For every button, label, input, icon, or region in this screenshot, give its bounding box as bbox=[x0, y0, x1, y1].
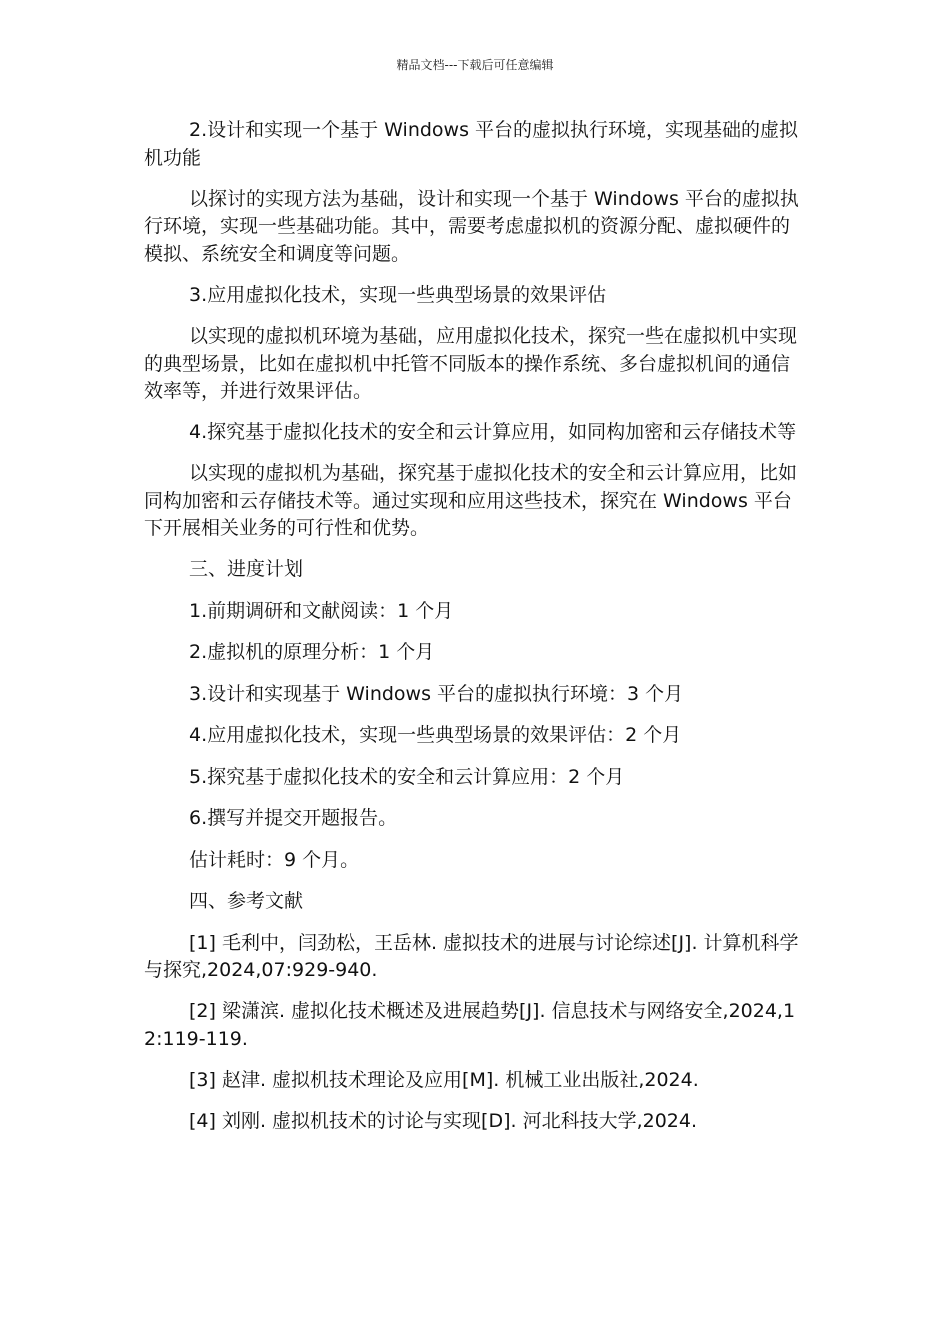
section-item-heading: 4.探究基于虚拟化技术的安全和云计算应用，如同构加密和云存储技术等 bbox=[189, 421, 797, 443]
body-paragraph: 以探讨的实现方法为基础，设计和实现一个基于 Windows 平台的虚拟执行环境，实现一些基础功能。其中，需要考虑虚拟机的资源分配、虚拟硬件的模拟、系统安全和调度等问题。 bbox=[144, 187, 799, 265]
document-body bbox=[144, 117, 804, 1150]
schedule-item: 5.探究基于虚拟化技术的安全和云计算应用：2 个月 bbox=[189, 765, 625, 788]
reference-item: [4] 刘刚. 虚拟机技术的讨论与实现[D]. 河北科技大学,2024. bbox=[189, 1110, 698, 1132]
schedule-item: 3.设计和实现基于 Windows 平台的虚拟执行环境：3 个月 bbox=[189, 682, 684, 705]
section-heading-references: 四、参考文献 bbox=[189, 890, 304, 912]
section-item-heading: 3.应用虚拟化技术，实现一些典型场景的效果评估 bbox=[189, 283, 607, 306]
schedule-item: 4.应用虚拟化技术，实现一些典型场景的效果评估：2 个月 bbox=[189, 724, 682, 746]
body-paragraph: 以实现的虚拟机为基础，探究基于虚拟化技术的安全和云计算应用，比如同构加密和云存储技术等。通过实现和应用这些技术，探究在 Windows 平台下开展相关业务的可行性和优势。 bbox=[144, 462, 798, 539]
schedule-item: 2.虚拟机的原理分析：1 个月 bbox=[189, 641, 435, 663]
schedule-item: 6.撰写并提交开题报告。 bbox=[189, 807, 398, 829]
body-paragraph: 以实现的虚拟机环境为基础，应用虚拟化技术，探究一些在虚拟机中实现的典型场景，比如在虚拟机中托管不同版本的操作系统、多台虚拟机间的通信效率等，并进行效果评估。 bbox=[144, 325, 798, 402]
page-header: 精品文档---下载后可任意编辑 bbox=[396, 58, 554, 72]
section-item-heading: 2.设计和实现一个基于 Windows 平台的虚拟执行环境，实现基础的虚拟机功能 bbox=[144, 119, 799, 169]
reference-item: [2] 梁潇滨. 虚拟化技术概述及进展趋势[J]. 信息技术与网络安全,2024,12:119-119. bbox=[144, 1000, 796, 1050]
reference-item: [3] 赵津. 虚拟机技术理论及应用[M]. 机械工业出版社,2024. bbox=[189, 1068, 699, 1091]
schedule-total: 估计耗时：9 个月。 bbox=[189, 848, 360, 871]
schedule-item: 1.前期调研和文献阅读：1 个月 bbox=[189, 599, 454, 622]
section-heading-schedule: 三、进度计划 bbox=[189, 558, 304, 580]
reference-item: [1] 毛利中，闫劲松，王岳林. 虚拟技术的进展与讨论综述[J]. 计算机科学与探究,2024,07:929-940. bbox=[144, 931, 799, 981]
